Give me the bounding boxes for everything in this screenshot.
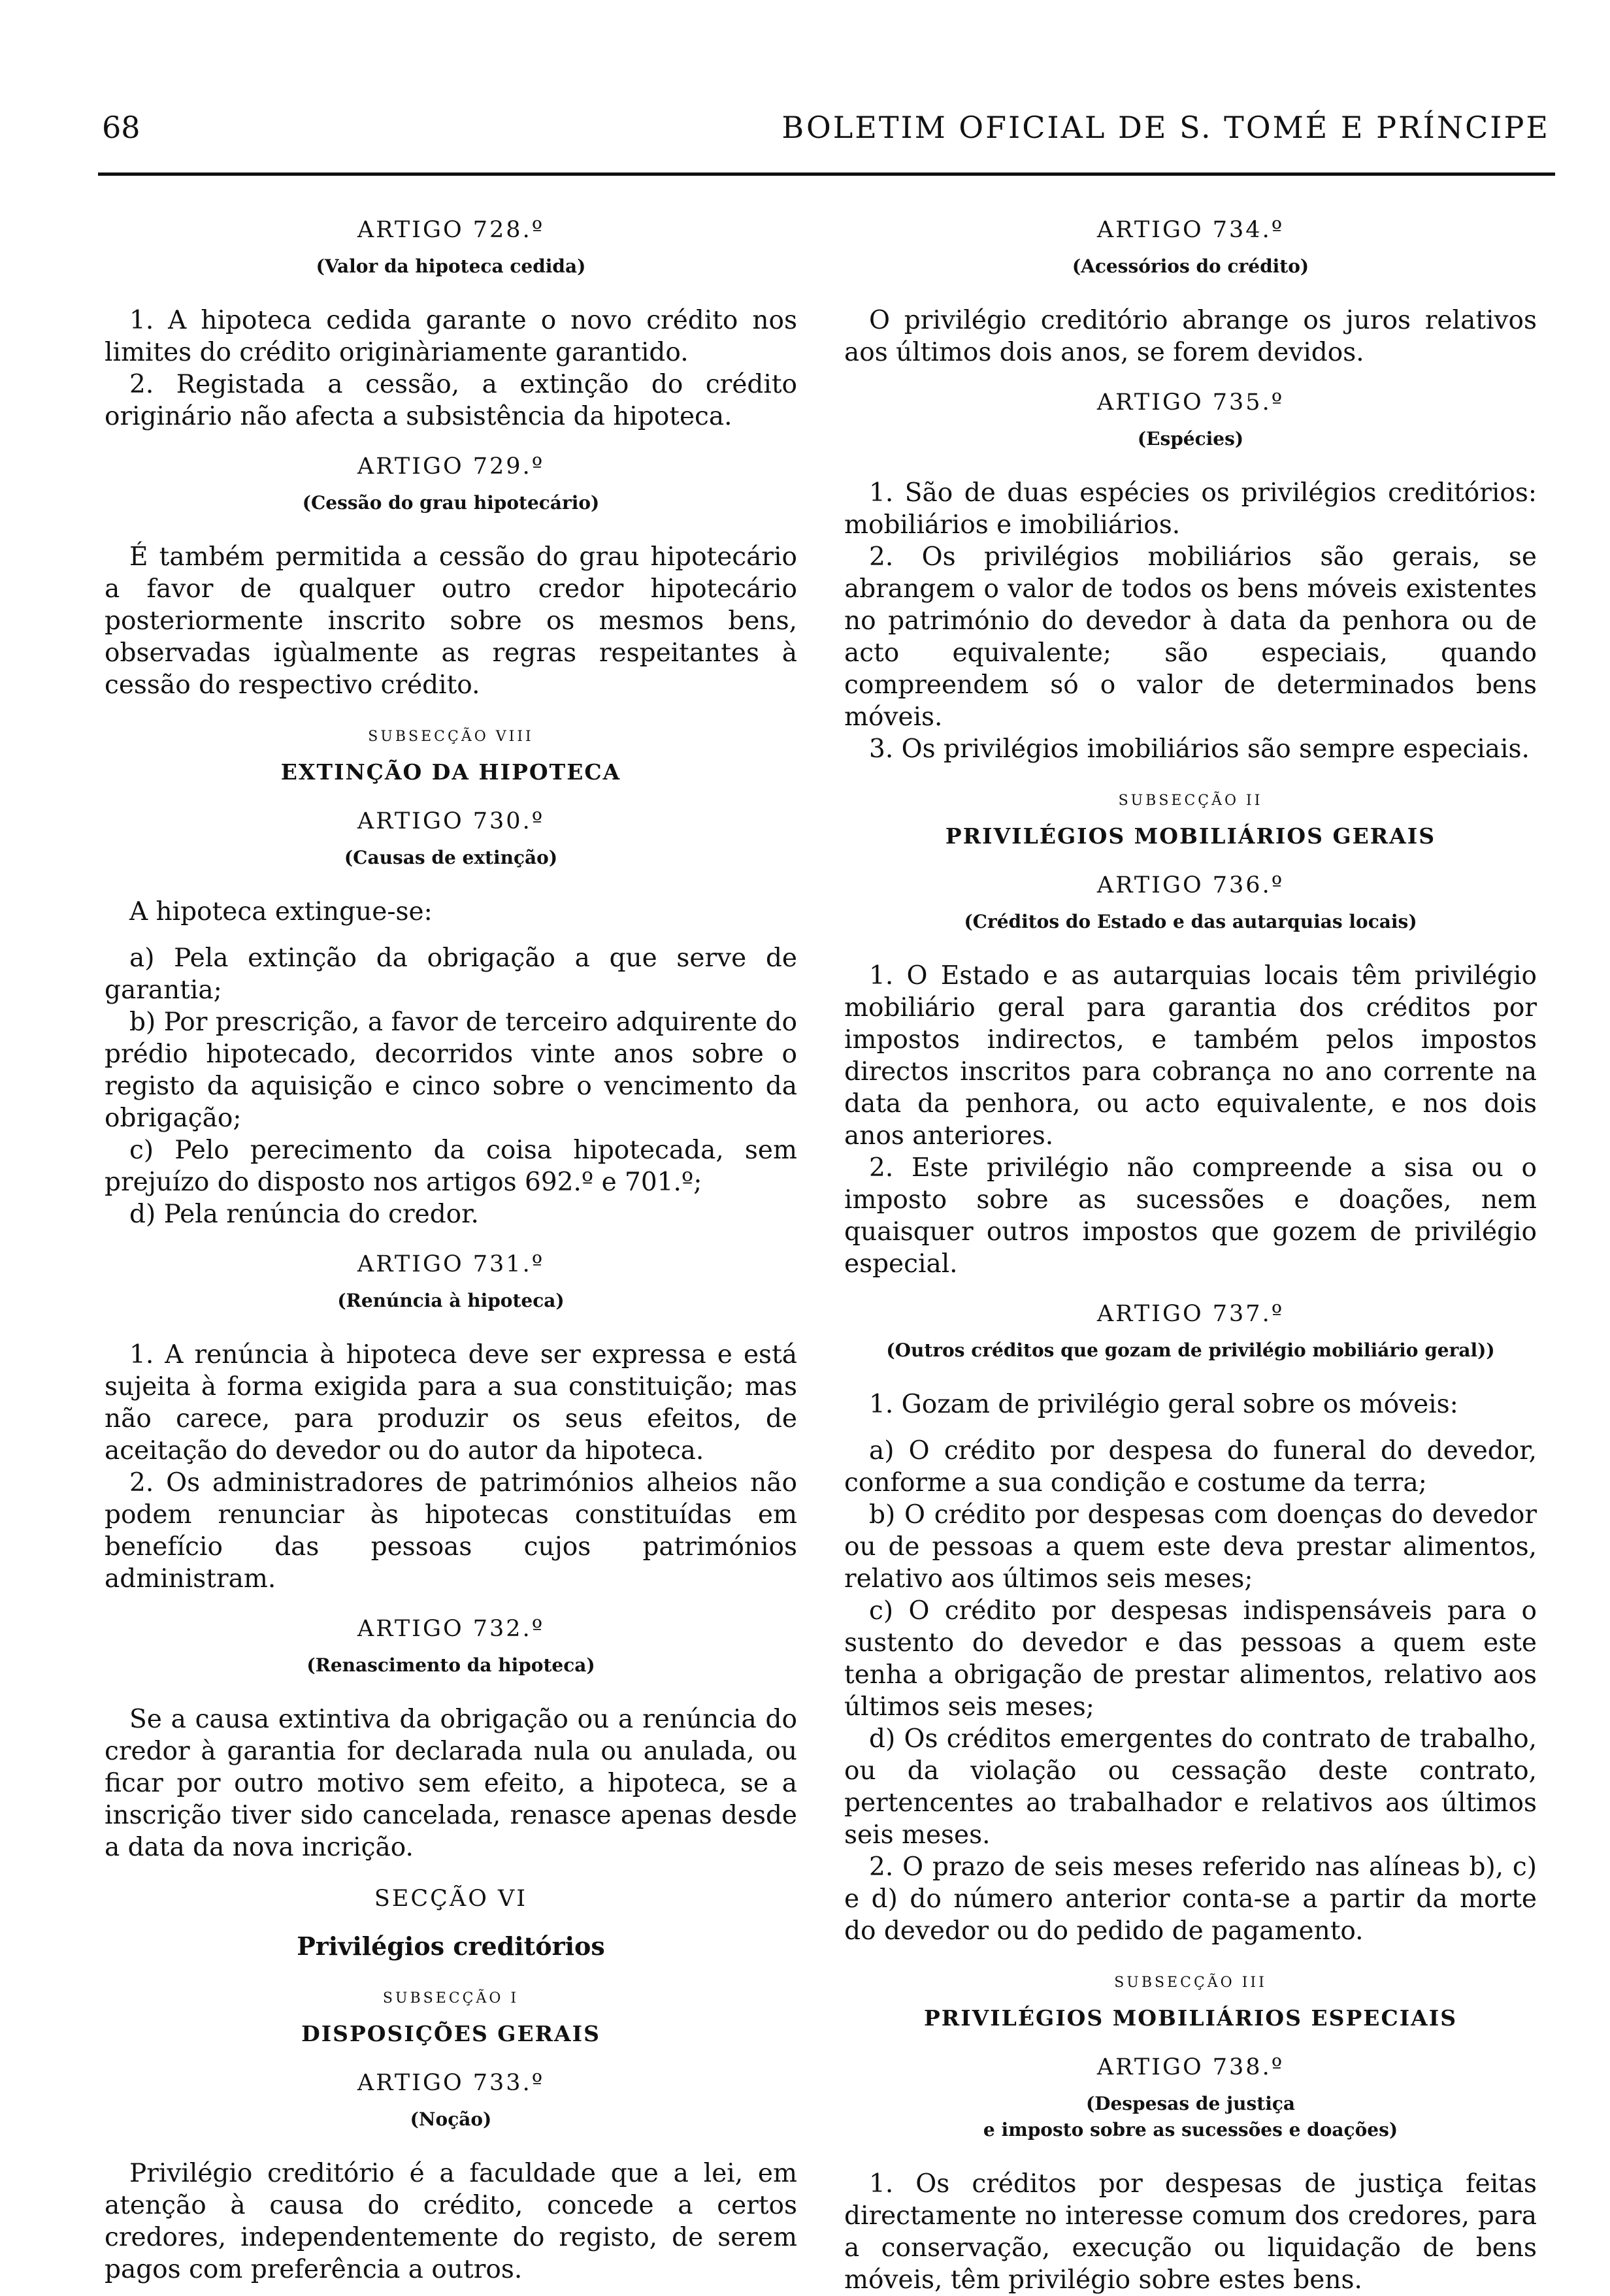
article-731-title: (Renúncia à hipoteca) [337, 1290, 565, 1311]
article-730-item-c: c) Pelo perecimento da coisa hipotecada, sem prejuízo do disposto nos artigos 692.º e 701.º; [105, 1136, 797, 1197]
article-728-p2: 2. Registada a cessão, a extinção do crédito originário não afecta a subsistência da hipoteca. [105, 370, 797, 431]
article-737-item-a: a) O crédito por despesa do funeral do devedor, conforme a sua condição e costume da terra; [844, 1436, 1537, 1498]
subsection-3-title: PRIVILÉGIOS MOBILIÁRIOS ESPECIAIS [923, 2005, 1458, 2031]
article-729-number: ARTIGO 729.º [357, 453, 545, 480]
article-735-p3: 3. Os privilégios imobiliários são sempre especiais. [869, 734, 1530, 764]
article-729-title: (Cessão do grau hipotecário) [302, 492, 600, 514]
article-730-title: (Causas de extinção) [344, 847, 558, 868]
article-733-number: ARTIGO 733.º [357, 2070, 545, 2096]
article-736-title: (Créditos do Estado e das autarquias locais) [964, 911, 1417, 932]
running-title: BOLETIM OFICIAL DE S. TOMÉ E PRÍNCIPE [781, 110, 1550, 145]
article-728-p1: 1. A hipoteca cedida garante o novo crédito nos limites do crédito originàriamente garantido. [105, 306, 797, 367]
article-734-number: ARTIGO 734.º [1096, 217, 1285, 243]
article-736-p2: 2. Este privilégio não compreende a sisa ou o imposto sobre as sucessões e doações, nem quaisquer outros impostos que gozem de privilégio especial. [844, 1153, 1537, 1279]
article-732-p1: Se a causa extintiva da obrigação ou a renúncia do credor à garantia for declarada nula ou anulada, ou ficar por outro motivo sem efeito, a hipoteca, se a inscrição tiver sido cancelada, renasce apenas desde a data da nova incrição. [105, 1705, 797, 1862]
article-732-number: ARTIGO 732.º [357, 1616, 545, 1642]
article-731-p2: 2. Os administradores de patrimónios alheios não podem renunciar às hipotecas constituídas em benefício das pessoas cujos patrimónios administram. [105, 1468, 797, 1594]
article-737-item-d: d) Os créditos emergentes do contrato de trabalho, ou da violação ou cessação deste contrato, pertencentes ao trabalhador e relativos aos últimos seis meses. [844, 1724, 1537, 1850]
article-736-number: ARTIGO 736.º [1096, 872, 1285, 898]
article-738-title-line2: e imposto sobre as sucessões e doações) [983, 2119, 1398, 2140]
right-column [844, 196, 1537, 2296]
article-734-title: (Acessórios do crédito) [1072, 255, 1309, 277]
article-730-item-a: a) Pela extinção da obrigação a que serve de garantia; [105, 943, 797, 1005]
article-738-p1: 1. Os créditos por despesas de justiça feitas directamente no interesse comum dos credores, para a conservação, execução ou liquidação de bens móveis, têm privilégio sobre estes bens. [844, 2169, 1537, 2295]
article-736-p1: 1. O Estado e as autarquias locais têm privilégio mobiliário geral para garantia dos créditos por impostos indirectos, e também pelos impostos directos inscritos para cobrança no ano corrente na data da penhora, ou acto equivalente, e nos dois anos anteriores. [844, 961, 1537, 1151]
article-730-number: ARTIGO 730.º [357, 808, 545, 834]
article-730-intro: A hipoteca extingue-se: [129, 897, 433, 927]
article-737-p1: 1. Gozam de privilégio geral sobre os móveis: [869, 1390, 1458, 1419]
subsection-2-label: SUBSECÇÃO II [1118, 793, 1263, 809]
article-735-p1: 1. São de duas espécies os privilégios creditórios: mobiliários e imobiliários. [844, 478, 1537, 540]
article-737-item-c: c) O crédito por despesas indispensáveis para o sustento do devedor e das pessoas a quem este tenha a obrigação de prestar alimentos, relativo aos últimos seis meses; [844, 1596, 1537, 1722]
article-731-p1: 1. A renúncia à hipoteca deve ser expressa e está sujeita à forma exigida para a sua constituição; mas não carece, para produzir os seus efeitos, de aceitação do devedor ou do autor da hipoteca. [105, 1340, 797, 1466]
article-735-p2: 2. Os privilégios mobiliários são gerais, se abrangem o valor de todos os bens móveis existentes no património do devedor à data da penhora ou de acto equivalente; são especiais, quando compreendem só o valor de determinados bens móveis. [844, 542, 1537, 732]
article-737-item-b: b) O crédito por despesas com doenças do devedor ou de pessoas a quem este deva prestar alimentos, relativo aos últimos seis meses; [844, 1500, 1537, 1594]
section-6-title: Privilégios creditórios [297, 1931, 605, 1961]
subsection-8-title: EXTINÇÃO DA HIPOTECA [280, 759, 621, 785]
section-6-label: SECÇÃO VI [374, 1886, 528, 1912]
article-728-title: (Valor da hipoteca cedida) [316, 255, 586, 277]
article-738-title-line1: (Despesas de justiça [1085, 2093, 1296, 2114]
page-number: 68 [102, 110, 140, 145]
article-729-p1: É também permitida a cessão do grau hipotecário a favor de qualquer outro credor hipotecário posteriormente inscrito sobre os mesmos bens, observadas igùalmente as regras respeitantes à cessão do respectivo crédito. [105, 542, 797, 700]
subsection-1-label: SUBSECÇÃO I [382, 1990, 519, 2007]
left-column [105, 196, 797, 2286]
article-732-title: (Renascimento da hipoteca) [306, 1654, 595, 1676]
subsection-3-label: SUBSECÇÃO III [1114, 1975, 1267, 1991]
article-737-p2: 2. O prazo de seis meses referido nas alíneas b), c) e d) do número anterior conta-se a partir da morte do devedor ou do pedido de pagamento. [844, 1852, 1537, 1946]
article-735-title: (Espécies) [1137, 428, 1244, 450]
article-738-number: ARTIGO 738.º [1096, 2054, 1285, 2080]
article-730-item-b: b) Por prescrição, a favor de terceiro adquirente do prédio hipotecado, decorridos vinte anos sobre o registo da aquisição e cinco sobre o vencimento da obrigação; [105, 1008, 797, 1133]
article-733-title: (Noção) [410, 2108, 492, 2130]
page-header [98, 105, 1555, 150]
subsection-2-title: PRIVILÉGIOS MOBILIÁRIOS GERAIS [945, 823, 1436, 849]
article-737-number: ARTIGO 737.º [1096, 1301, 1285, 1327]
article-734-p1: O privilégio creditório abrange os juros relativos aos últimos dois anos, se forem devidos. [844, 306, 1537, 367]
article-738-title [844, 2091, 1537, 2143]
article-731-number: ARTIGO 731.º [357, 1251, 545, 1277]
article-730-item-d: d) Pela renúncia do credor. [129, 1200, 479, 1229]
article-737-title: (Outros créditos que gozam de privilégio mobiliário geral)) [886, 1339, 1495, 1361]
article-728-number: ARTIGO 728.º [357, 217, 545, 243]
header-rule [98, 172, 1555, 176]
article-733-p1: Privilégio creditório é a faculdade que a lei, em atenção à causa do crédito, concede a certos credores, independentemente do registo, de serem pagos com preferência a outros. [105, 2159, 797, 2284]
article-735-number: ARTIGO 735.º [1096, 389, 1285, 416]
subsection-8-label: SUBSECÇÃO VIII [368, 729, 534, 745]
subsection-1-title: DISPOSIÇÕES GERAIS [301, 2021, 600, 2046]
